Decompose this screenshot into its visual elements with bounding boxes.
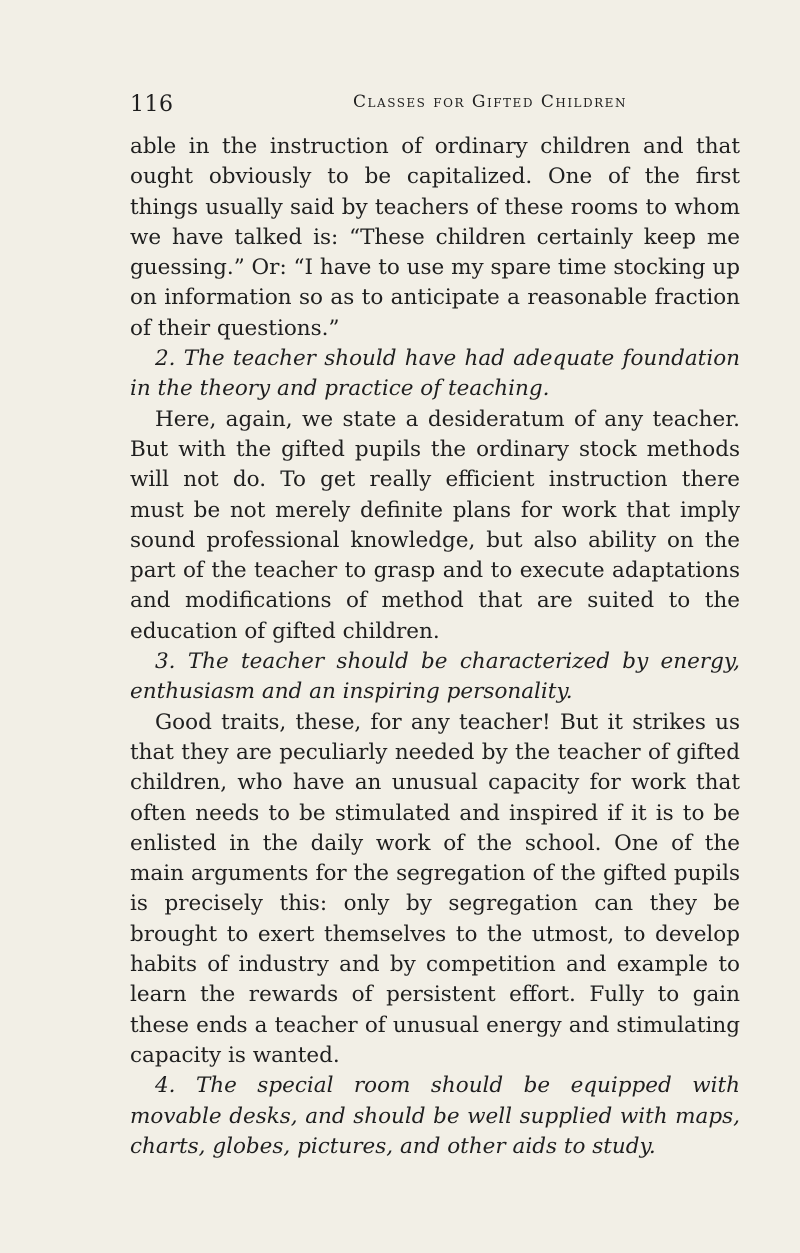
book-page xyxy=(130,92,740,1162)
paragraph-continued: able in the instruction of ordinary children and that ought obviously to be capitalized. One of the first things usually said by teachers of these rooms to whom we have talked is: “These children certainly keep me guessing.” Or: “I have to use my spare time stocking up on information so as to anticipate a reasonable fraction of their questions.” xyxy=(130,134,740,341)
paragraph: Here, again, we state a desideratum of any teacher. But with the gifted pupils the ordinary stock methods will not do. To get really efficient instruction there must be not merely definite plans for work that imply sound professional knowledge, but also ability on the part of the teacher to grasp and to execute adaptations and modifications of method that are suited to the education of gifted children. xyxy=(130,406,740,644)
running-title: Classes for Gifted Children xyxy=(353,92,627,112)
section-heading-3: 3. The teacher should be characterized by energy, enthusiasm and an inspiring personality. xyxy=(130,649,740,705)
body-text xyxy=(130,132,740,1162)
section-heading-4: 4. The special room should be equipped with movable desks, and should be well supplied with maps, charts, globes, pictures, and other aids to study. xyxy=(130,1073,740,1159)
paragraph: Good traits, these, for any teacher! But it strikes us that they are peculiarly needed by the teacher of gifted children, who have an unusual capacity for work that often needs to be stimulated and inspired if it is to be enlisted in the daily work of the school. One of the main arguments for the segregation of the gifted pupils is precisely this: only by segregation can they be brought to exert themselves to the utmost, to develop habits of industry and by competition and example to learn the rewards of persistent effort. Fully to gain these ends a teacher of unusual energy and stimulating capacity is wanted. xyxy=(130,709,740,1068)
page-number: 116 xyxy=(130,92,174,117)
running-head xyxy=(130,92,740,132)
section-heading-2: 2. The teacher should have had adequate foundation in the theory and practice of teaching. xyxy=(130,346,740,402)
